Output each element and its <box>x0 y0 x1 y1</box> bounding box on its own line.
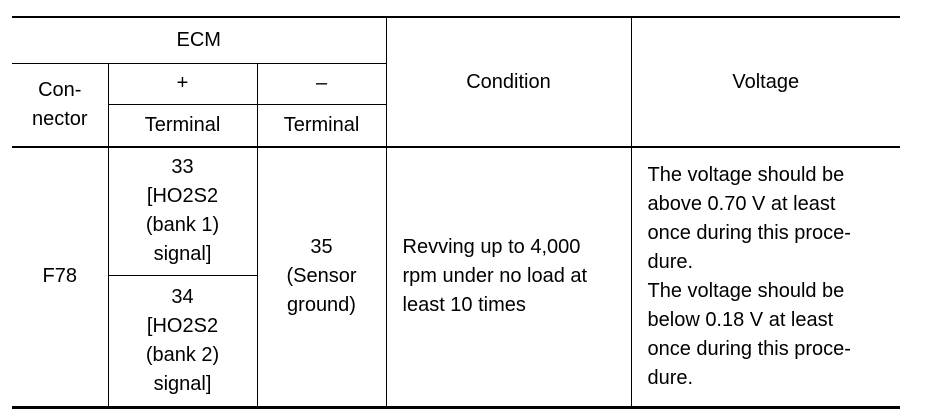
minus-terminal-header: Terminal <box>257 104 386 147</box>
connector-cell: F78 <box>12 147 108 407</box>
voltage-cell: The voltage should be above 0.70 V at least once during this proce- dure. The voltage should be below 0.18 V at least once during this proce- dure. <box>631 147 900 407</box>
ecm-header: ECM <box>12 17 386 63</box>
plus-terminal-34: 34 [HO2S2 (bank 2) signal] <box>108 275 257 407</box>
plus-terminal-33: 33 [HO2S2 (bank 1) signal] <box>108 147 257 275</box>
minus-header: – <box>257 63 386 104</box>
minus-terminal-35: 35 (Sensor ground) <box>257 147 386 407</box>
plus-terminal-header: Terminal <box>108 104 257 147</box>
connector-header: Con- nector <box>12 63 108 147</box>
voltage-header: Voltage <box>631 17 900 147</box>
ecm-voltage-table <box>12 16 900 409</box>
condition-header: Condition <box>386 17 631 147</box>
condition-cell: Revving up to 4,000 rpm under no load at least 10 times <box>386 147 631 407</box>
plus-header: + <box>108 63 257 104</box>
